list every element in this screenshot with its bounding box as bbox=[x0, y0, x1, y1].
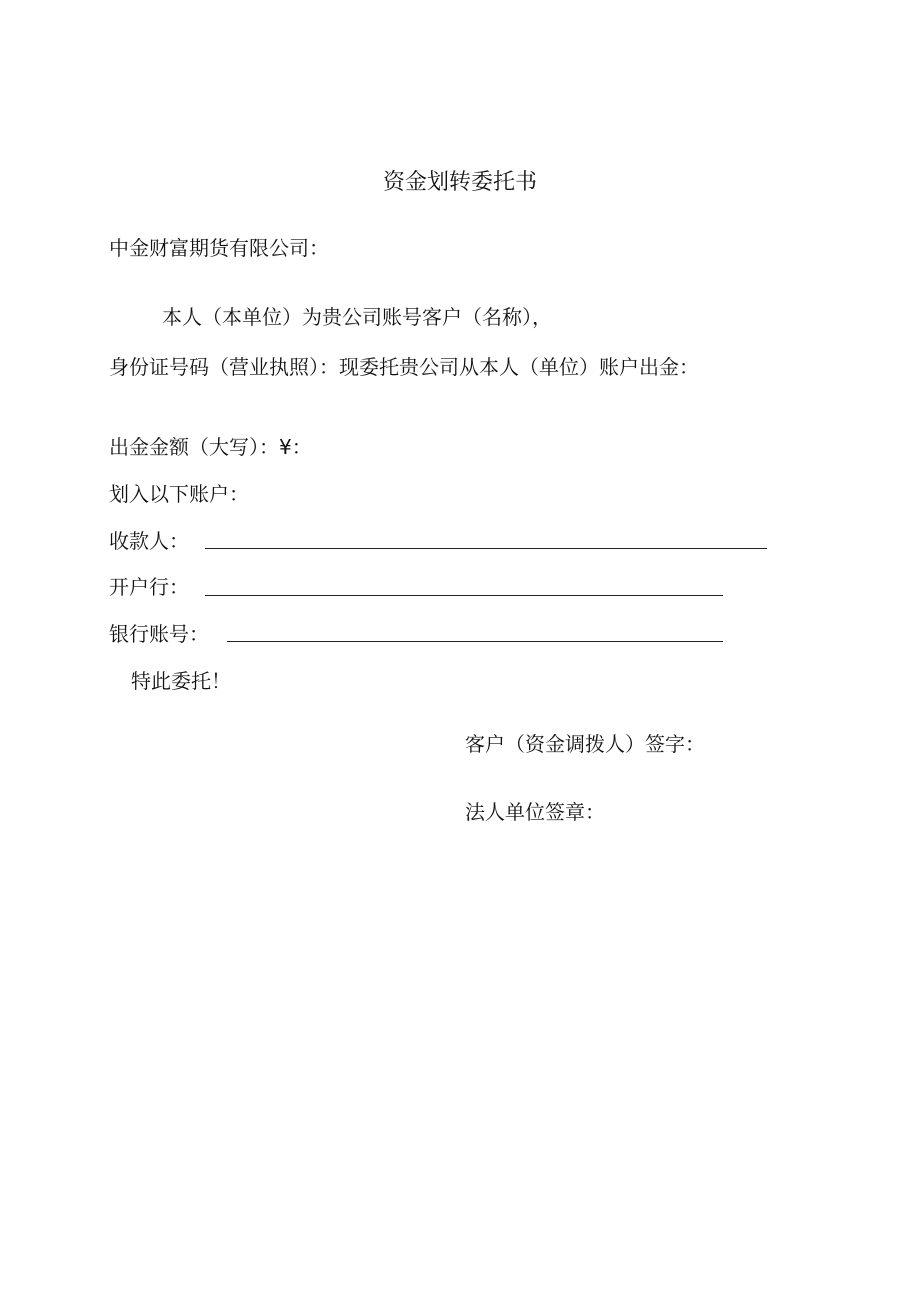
bank-blank-line bbox=[205, 595, 723, 596]
bank-label: 开户行： bbox=[109, 575, 189, 599]
amount-label: 出金金额（大写）：¥： bbox=[109, 435, 312, 459]
account-label: 银行账号： bbox=[109, 622, 209, 646]
payee-blank-line bbox=[205, 548, 767, 549]
payee-label: 收款人： bbox=[109, 529, 189, 553]
legal-seal-label: 法人单位签章： bbox=[465, 800, 605, 824]
transfer-label: 划入以下账户： bbox=[109, 482, 249, 506]
client-signature-label: 客户（资金调拨人）签字： bbox=[465, 732, 705, 756]
closing-text: 特此委托！ bbox=[131, 669, 231, 693]
account-blank-line bbox=[227, 641, 723, 642]
document-title: 资金划转委托书 bbox=[382, 170, 537, 195]
addressee: 中金财富期货有限公司： bbox=[109, 236, 329, 260]
intro-line-1: 本人（本单位）为贵公司账号客户（名称）， bbox=[162, 305, 552, 329]
intro-line-2: 身份证号码（营业执照）：现委托贵公司从本人（单位）账户出金： bbox=[109, 355, 699, 379]
